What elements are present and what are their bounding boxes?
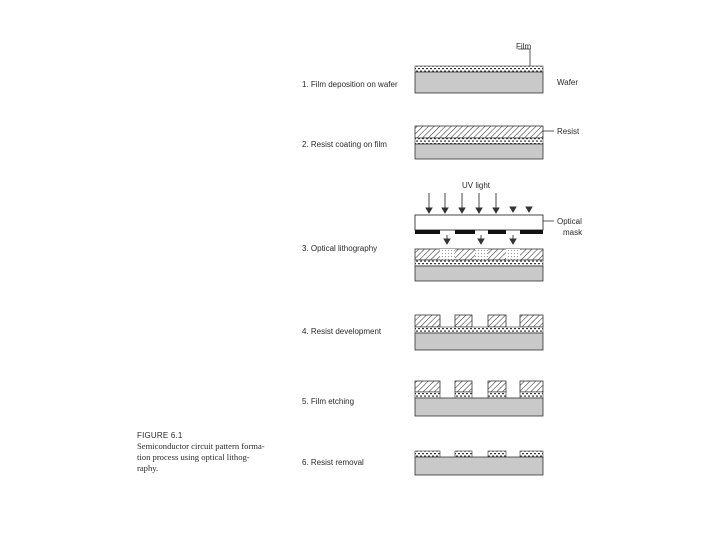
step-6-stack [415, 451, 543, 475]
optical-mask-label [557, 216, 582, 238]
wafer [415, 144, 543, 159]
resist-on-film-blocks [415, 381, 543, 398]
wafer [415, 398, 543, 416]
step-label-3: 3. Optical lithography [302, 244, 378, 253]
exposed-resist-regions [440, 249, 520, 260]
step-2-stack [415, 126, 554, 159]
optical-mask [415, 215, 543, 230]
film-layer [415, 66, 543, 72]
wafer [415, 266, 543, 281]
film-pattern [415, 451, 543, 457]
step-label-6: 6. Resist removal [302, 458, 364, 467]
transmitted-light-arrows [444, 235, 516, 244]
figure-caption [137, 430, 297, 474]
caption-line-1: Semiconductor circuit pattern forma- [137, 441, 265, 451]
film-layer [415, 327, 543, 333]
step-label-4: 4. Resist development [302, 327, 382, 336]
optical-mask-label-line1: Optical [557, 217, 582, 226]
caption-line-3: raphy. [137, 463, 159, 473]
wafer-label: Wafer [557, 78, 579, 87]
film-layer [415, 138, 543, 144]
step-label-2: 2. Resist coating on film [302, 140, 387, 149]
wafer [415, 333, 543, 350]
resist-label: Resist [557, 127, 580, 136]
uv-arrows [426, 193, 532, 213]
step-4-stack [415, 315, 543, 350]
step-label-5: 5. Film etching [302, 397, 355, 406]
film-layer [415, 260, 543, 266]
wafer [415, 72, 543, 93]
step-5-stack [415, 381, 543, 416]
figure-title: FIGURE 6.1 [137, 431, 183, 440]
step-label-1: 1. Film deposition on wafer [302, 80, 398, 89]
film-label: Film [516, 42, 532, 51]
caption-line-2: tion process using optical lithog- [137, 452, 250, 462]
resist-blocks [415, 315, 543, 327]
mask-opaque-bars [415, 230, 543, 234]
uv-light-label: UV light [462, 181, 491, 190]
optical-mask-label-line2: mask [563, 228, 583, 237]
step-1-stack [415, 49, 543, 93]
wafer [415, 457, 543, 475]
resist-layer [415, 126, 543, 138]
step-3-stack [415, 193, 554, 281]
